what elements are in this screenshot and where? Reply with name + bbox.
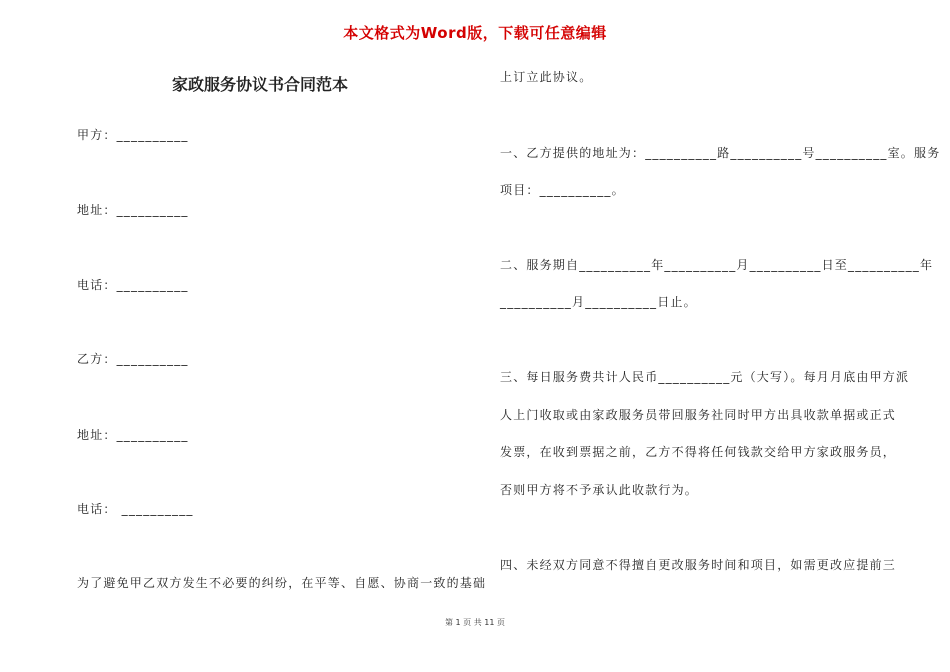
clause-3-line-1: 三、每日服务费共计人民币__________元（大写）。每月月底由甲方派 <box>500 370 910 384</box>
clause-3-line-3: 发票，在收到票据之前，乙方不得将任何钱款交给甲方家政服务员， <box>500 445 897 459</box>
clause-1-line-1: 一、乙方提供的地址为：__________路__________号__________室。服务 <box>500 146 941 160</box>
document-title: 家政服务协议书合同范本 <box>171 75 348 94</box>
party-b-line: 乙方：__________ <box>77 352 189 366</box>
party-b-phone-line: 电话： __________ <box>77 502 194 516</box>
clause-2-line-1: 二、服务期自__________年__________月__________日至__________年 <box>500 258 934 272</box>
intro-paragraph-continuation: 上订立此协议。 <box>500 70 593 84</box>
clause-1-line-2: 项目：__________。 <box>500 183 625 197</box>
party-a-line: 甲方：__________ <box>77 128 189 142</box>
party-b-address-line: 地址：__________ <box>77 428 189 442</box>
editable-word-banner: 本文格式为Word版，下载可任意编辑 <box>343 24 607 42</box>
party-a-phone-line: 电话：__________ <box>77 278 189 292</box>
clause-3-line-4: 否则甲方将不予承认此收款行为。 <box>500 483 699 497</box>
intro-paragraph-line: 为了避免甲乙双方发生不必要的纠纷，在平等、自愿、协商一致的基础 <box>77 576 487 590</box>
clause-2-line-2: __________月__________日止。 <box>500 295 697 309</box>
party-a-address-line: 地址：__________ <box>77 203 189 217</box>
page-number-footer: 第 1 页 共 11 页 <box>445 618 505 627</box>
clause-4-line-1: 四、未经双方同意不得擅自更改服务时间和项目，如需更改应提前三 <box>500 558 897 572</box>
clause-3-line-2: 人上门收取或由家政服务员带回服务社同时甲方出具收款单据或正式 <box>500 408 897 422</box>
